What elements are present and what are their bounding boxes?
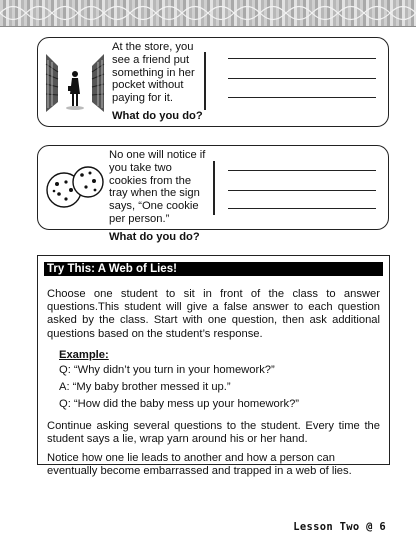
scenario-question: What do you do?	[112, 109, 203, 122]
scenario-text	[109, 149, 209, 244]
dialogue-line: Q: “How did the baby mess up your homework?”	[59, 398, 300, 411]
page-footer: Lesson Two @ 6	[293, 521, 386, 533]
scenario-question: What do you do?	[109, 230, 200, 243]
dialogue-line: Q: “Why didn’t you turn in your homework?”	[59, 364, 275, 377]
scenario-card-cookies	[37, 145, 389, 243]
divider	[213, 161, 215, 215]
banner-pattern-icon	[0, 0, 416, 26]
activity-body	[47, 288, 380, 484]
activity-paragraph: Notice how one lie leads to another and how a person can eventually become embarrassed and trapped in a web of lies.	[47, 452, 352, 478]
cookies-icon	[44, 160, 106, 212]
answer-line	[228, 97, 376, 98]
activity-intro: Choose one student to sit in front of the class to answer questions.This student will give a false answer to each question asked by the class. Start with one question, then ask additional questions based on the student’s response.	[47, 288, 380, 340]
answer-line	[228, 78, 376, 79]
scenario-description: No one will notice if you take two cookies from the tray when the sign says, “One cookie per person.”	[109, 149, 206, 225]
answer-line	[228, 170, 376, 171]
decorative-banner	[0, 0, 416, 27]
activity-paragraph: Continue asking several questions to the student. Every time the student says a lie, wrap yarn around his or her hand.	[47, 419, 380, 445]
divider	[204, 52, 206, 110]
store-aisle-shopper-icon	[44, 52, 106, 114]
answer-line	[228, 58, 376, 59]
example-heading: Example:	[59, 348, 109, 361]
activity-box	[37, 255, 390, 478]
scenario-card-store	[37, 37, 389, 127]
answer-line	[228, 208, 376, 209]
example-dialogue	[59, 364, 380, 412]
answer-line	[228, 190, 376, 191]
activity-title: Try This: A Web of Lies!	[44, 262, 383, 276]
scenario-description: At the store, you see a friend put something in her pocket without paying for it.	[112, 41, 195, 105]
dialogue-line: A: “My baby brother messed it up.”	[59, 381, 231, 394]
scenario-text	[112, 41, 206, 123]
